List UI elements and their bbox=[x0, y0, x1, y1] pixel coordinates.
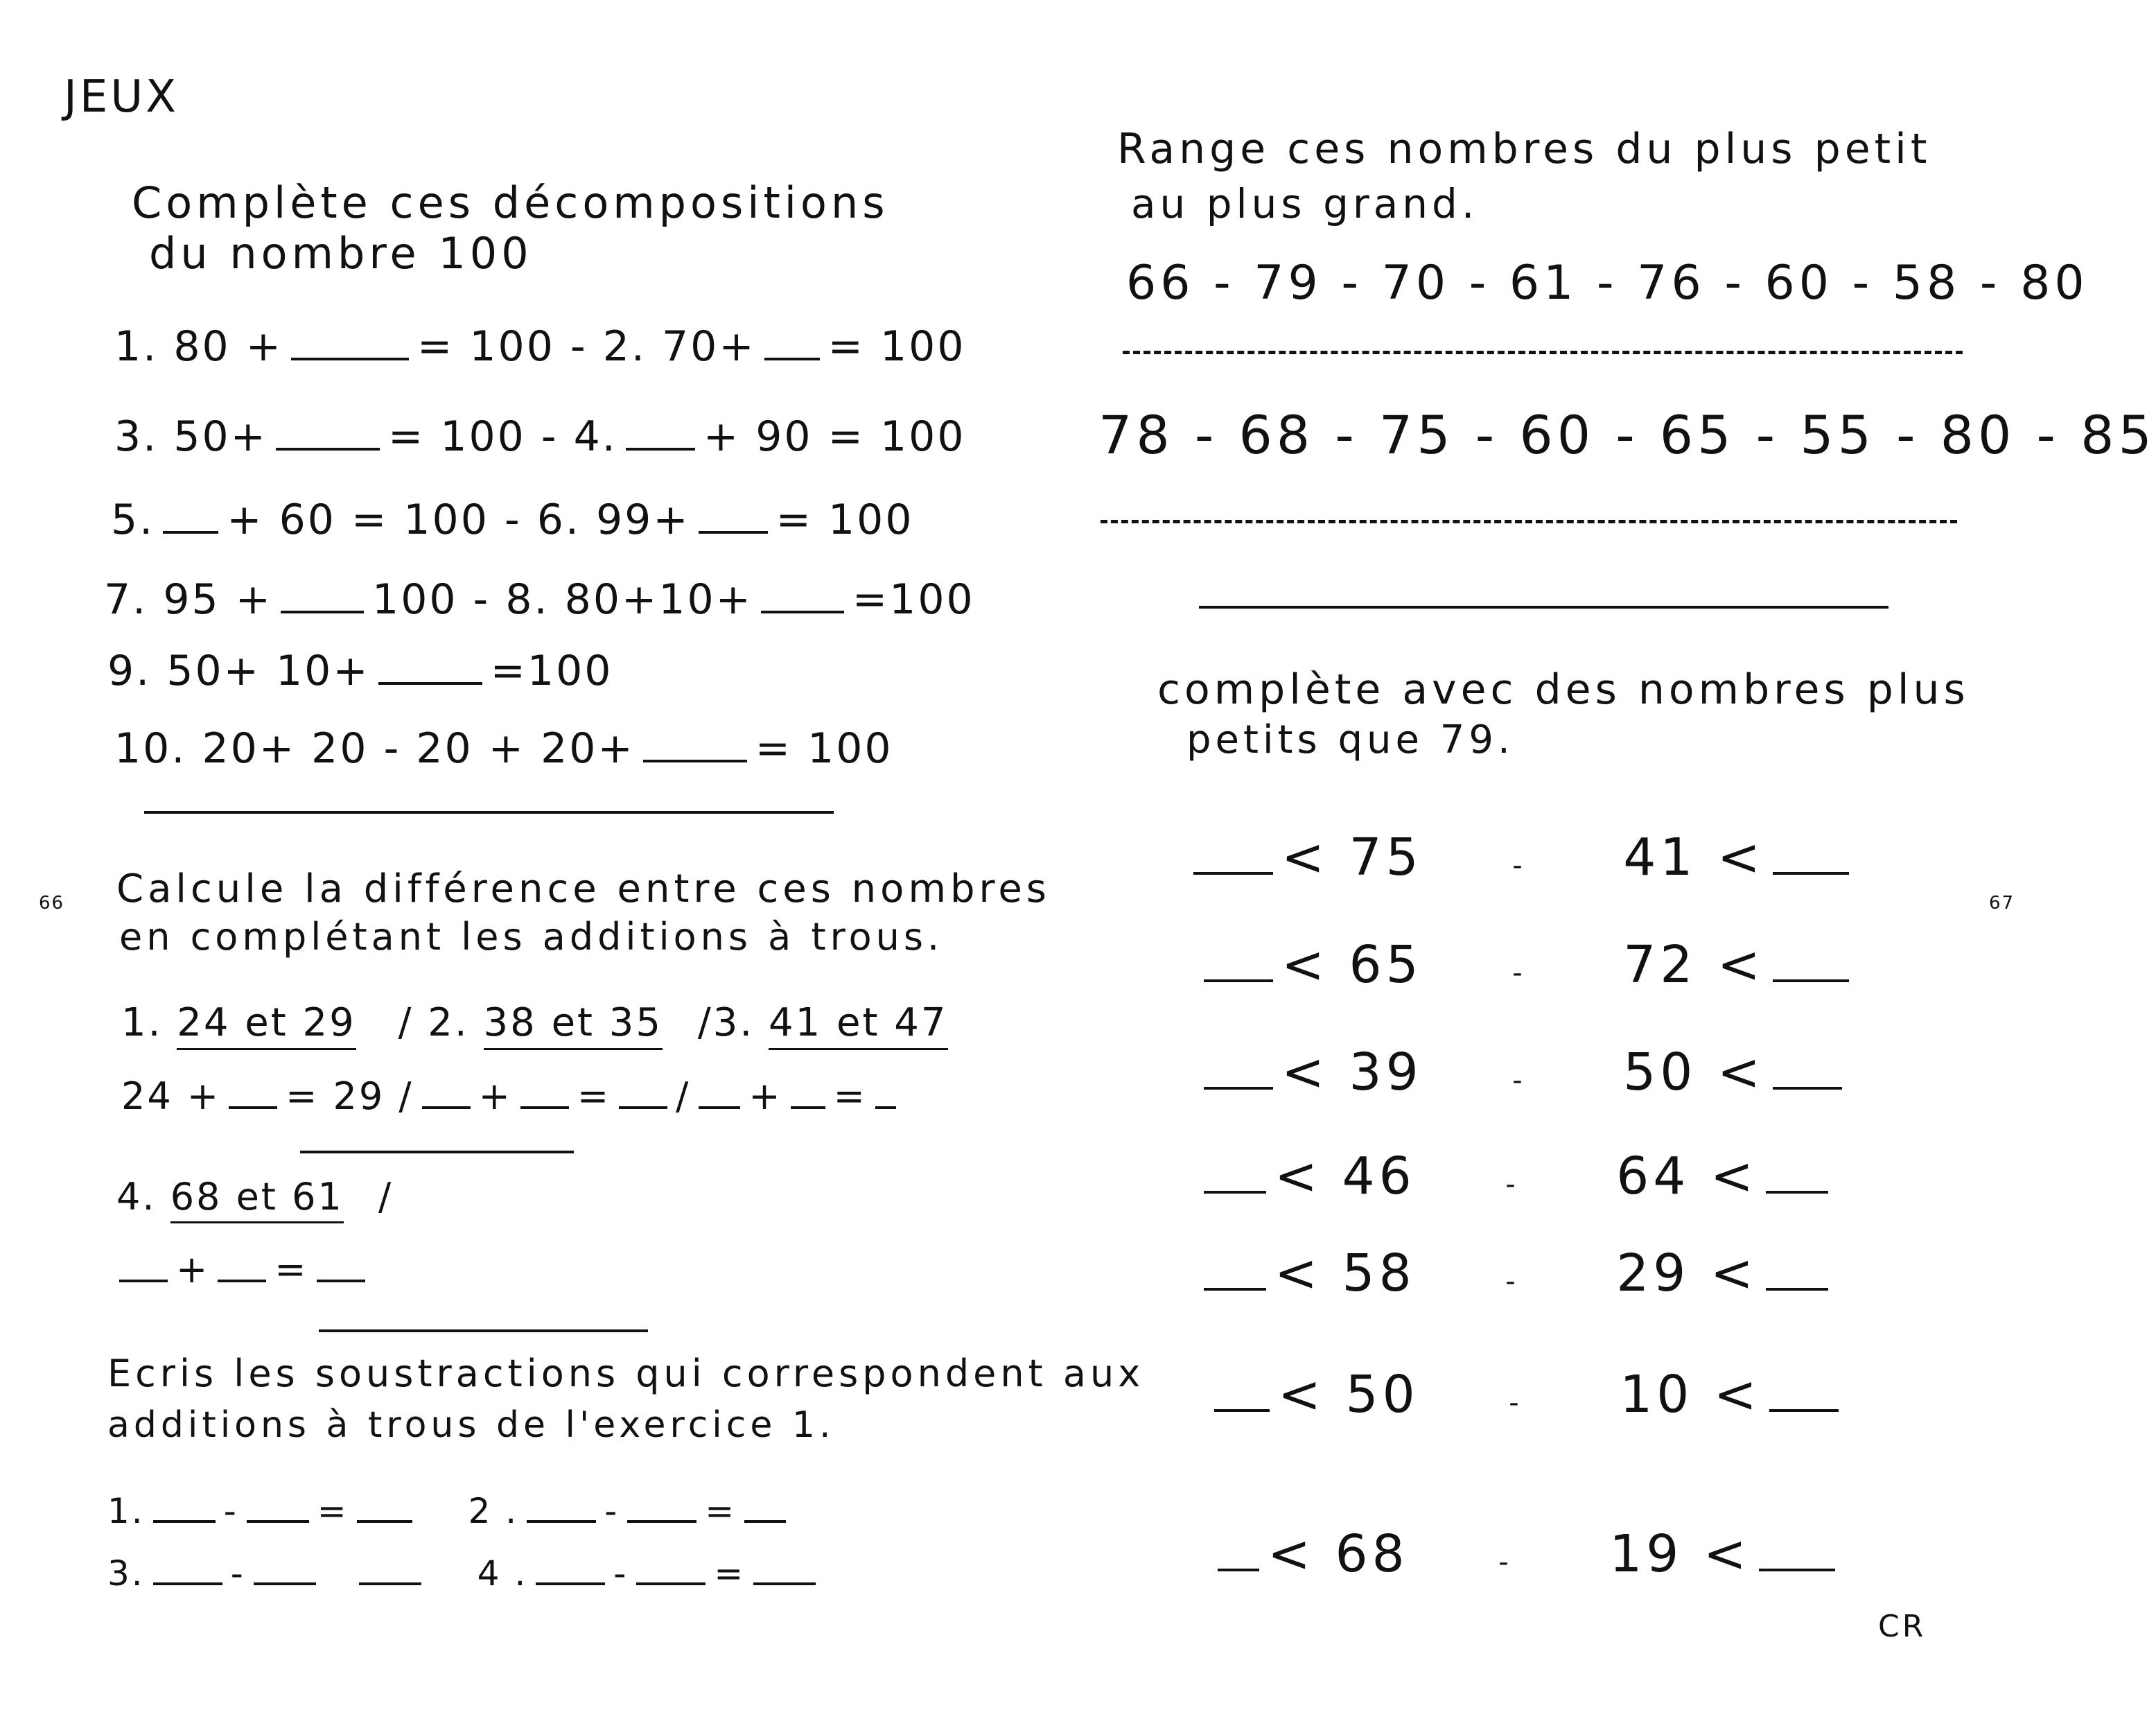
comparison-row bbox=[1209, 1524, 1843, 1584]
instruction: Complète ces décompositions bbox=[132, 177, 889, 228]
equation-row bbox=[114, 724, 893, 773]
equation-text: 8. 80+10+ bbox=[505, 575, 753, 624]
comparison-right: 41 < bbox=[1623, 828, 1764, 887]
equation-text: 9. 50+ 10+ bbox=[107, 647, 370, 695]
equation-text: 100 - bbox=[372, 575, 491, 624]
number-sequence: 78 - 68 - 75 - 60 - 65 - 55 - 80 - 85 bbox=[1098, 404, 2156, 466]
equation-text: = bbox=[705, 1491, 737, 1531]
answer-blank[interactable] bbox=[536, 1582, 605, 1585]
equation-text: / bbox=[676, 1074, 691, 1118]
answer-blank[interactable] bbox=[218, 1279, 266, 1282]
answer-blank[interactable] bbox=[1766, 1287, 1828, 1291]
answer-blank[interactable] bbox=[422, 1106, 471, 1109]
separator: - bbox=[1505, 1169, 1520, 1201]
item-number: 4 . bbox=[477, 1553, 528, 1594]
equation-text: 24 + bbox=[121, 1074, 221, 1118]
answer-blank[interactable] bbox=[1193, 871, 1273, 875]
section-divider bbox=[300, 1151, 574, 1153]
instruction: Ecris les soustractions qui correspondent aux bbox=[107, 1352, 1145, 1395]
subtraction-row bbox=[107, 1553, 824, 1594]
equation-row bbox=[114, 412, 966, 461]
answer-blank[interactable] bbox=[357, 1519, 412, 1523]
comparison-right: 19 < bbox=[1609, 1524, 1751, 1584]
equation-text: + bbox=[478, 1074, 512, 1118]
separator: - bbox=[1505, 1266, 1520, 1298]
item-number: 2 . bbox=[468, 1491, 519, 1531]
answer-blank[interactable] bbox=[1759, 1568, 1835, 1571]
comparison-left: < 46 bbox=[1274, 1146, 1416, 1206]
addition-row bbox=[111, 1248, 374, 1291]
section-divider bbox=[144, 811, 834, 814]
answer-blank[interactable] bbox=[359, 1582, 421, 1585]
number-pairs-row bbox=[121, 1000, 948, 1045]
instruction: petits que 79. bbox=[1186, 717, 1514, 762]
page-number-left: 66 bbox=[39, 893, 65, 914]
answer-blank[interactable] bbox=[254, 1582, 316, 1585]
equation-text: = 100 bbox=[827, 322, 966, 371]
answer-blank[interactable] bbox=[1214, 1408, 1270, 1412]
equation-row bbox=[114, 322, 966, 371]
answer-blank[interactable] bbox=[229, 1106, 277, 1109]
answer-blank[interactable] bbox=[875, 1106, 896, 1109]
number-pair: 38 et 35 bbox=[484, 1000, 663, 1050]
answer-blank[interactable] bbox=[317, 1279, 365, 1282]
answer-blank[interactable] bbox=[761, 610, 844, 613]
instruction: au plus grand. bbox=[1131, 180, 1479, 227]
answer-blank[interactable] bbox=[626, 447, 695, 451]
comparison-left: < 68 bbox=[1268, 1524, 1409, 1584]
item-number: /3. bbox=[697, 1000, 755, 1045]
answer-blank[interactable] bbox=[163, 530, 218, 534]
answer-blank[interactable] bbox=[744, 1519, 786, 1523]
answer-blank[interactable] bbox=[276, 447, 380, 451]
comparison-left: < 50 bbox=[1278, 1365, 1419, 1424]
answer-blank[interactable] bbox=[1204, 1086, 1273, 1090]
equation-text: + bbox=[748, 1074, 782, 1118]
instruction: complète avec des nombres plus bbox=[1157, 665, 1970, 714]
equation-text: = 100 - bbox=[387, 412, 559, 461]
item-number: 1. bbox=[107, 1491, 145, 1531]
equation-text: 6. 99+ bbox=[536, 496, 690, 544]
separator: - bbox=[1509, 1387, 1523, 1419]
separator: - bbox=[1512, 957, 1527, 989]
comparison-row bbox=[1185, 828, 1857, 887]
comparison-left: < 39 bbox=[1281, 1042, 1423, 1102]
separator: - bbox=[1512, 1065, 1527, 1097]
equation-text: = bbox=[317, 1491, 349, 1531]
section-divider bbox=[319, 1329, 648, 1332]
answer-blank[interactable] bbox=[619, 1106, 667, 1109]
equation-text: 4. bbox=[573, 412, 617, 461]
separator: / bbox=[378, 1175, 394, 1219]
page-number-right: 67 bbox=[1989, 893, 2015, 914]
number-pair: 68 et 61 bbox=[170, 1175, 344, 1223]
instruction: additions à trous de l'exercice 1. bbox=[107, 1404, 835, 1446]
number-pair: 24 et 29 bbox=[177, 1000, 356, 1050]
equation-row bbox=[104, 575, 975, 624]
answer-blank[interactable] bbox=[1766, 1190, 1828, 1194]
answer-blank[interactable] bbox=[247, 1519, 309, 1523]
page-title: JEUX bbox=[64, 71, 179, 123]
addition-row bbox=[121, 1074, 904, 1118]
equation-text: = bbox=[714, 1553, 746, 1594]
answer-blank[interactable] bbox=[1204, 1287, 1266, 1291]
comparison-row bbox=[1206, 1365, 1847, 1424]
equation-row bbox=[111, 496, 914, 544]
answer-blank[interactable] bbox=[764, 357, 820, 360]
item-number: 4. bbox=[116, 1175, 157, 1219]
answer-blank[interactable] bbox=[378, 681, 482, 685]
comparison-row bbox=[1195, 1042, 1850, 1102]
comparison-right: 72 < bbox=[1623, 935, 1764, 995]
equation-text: 7. 95 + bbox=[104, 575, 273, 624]
answer-blank[interactable] bbox=[1773, 979, 1849, 982]
answer-blank[interactable] bbox=[119, 1279, 168, 1282]
equation-text: = bbox=[833, 1074, 867, 1118]
number-sequence: 66 - 79 - 70 - 61 - 76 - 60 - 58 - 80 bbox=[1126, 256, 2089, 311]
answer-blank[interactable] bbox=[699, 1106, 740, 1109]
answer-line[interactable] bbox=[1123, 351, 1963, 354]
signature: CR bbox=[1878, 1609, 1927, 1644]
answer-blank[interactable] bbox=[1773, 871, 1849, 875]
answer-blank[interactable] bbox=[627, 1519, 696, 1523]
instruction: du nombre 100 bbox=[149, 228, 533, 279]
answer-blank[interactable] bbox=[1204, 1190, 1266, 1194]
answer-blank[interactable] bbox=[1769, 1408, 1839, 1412]
section-divider bbox=[1199, 606, 1888, 609]
equation-text: = 100 bbox=[755, 724, 893, 773]
equation-row bbox=[107, 647, 613, 695]
instruction: Range ces nombres du plus petit bbox=[1117, 125, 1931, 173]
answer-blank[interactable] bbox=[1773, 1086, 1842, 1090]
answer-blank[interactable] bbox=[153, 1582, 222, 1585]
equation-text: = 29 / bbox=[286, 1074, 414, 1118]
answer-blank[interactable] bbox=[699, 530, 768, 534]
equation-text: - bbox=[604, 1491, 620, 1531]
instruction: Calcule la différence entre ces nombres bbox=[116, 866, 1051, 911]
equation-text: =100 bbox=[852, 575, 975, 624]
answer-blank[interactable] bbox=[520, 1106, 569, 1109]
answer-blank[interactable] bbox=[527, 1519, 596, 1523]
equation-text: =100 bbox=[490, 647, 613, 695]
answer-blank[interactable] bbox=[791, 1106, 825, 1109]
answer-blank[interactable] bbox=[281, 610, 364, 613]
answer-blank[interactable] bbox=[291, 357, 409, 360]
answer-blank[interactable] bbox=[1204, 979, 1273, 982]
equation-text: - bbox=[613, 1553, 629, 1594]
equation-text: + bbox=[176, 1248, 210, 1291]
comparison-left: < 58 bbox=[1274, 1244, 1416, 1303]
subtraction-row bbox=[107, 1491, 794, 1531]
equation-text: 10. 20+ 20 - 20 + 20+ bbox=[114, 724, 635, 773]
answer-blank[interactable] bbox=[753, 1582, 816, 1585]
item-number: 1. bbox=[121, 1000, 163, 1045]
answer-blank[interactable] bbox=[1218, 1568, 1259, 1571]
comparison-left: < 75 bbox=[1281, 828, 1423, 887]
answer-blank[interactable] bbox=[643, 759, 747, 762]
equation-text: = 100 bbox=[775, 496, 914, 544]
separator: - bbox=[1512, 850, 1527, 882]
equation-text: + 60 = 100 - bbox=[227, 496, 522, 544]
separator: - bbox=[1498, 1546, 1513, 1578]
equation-text: - bbox=[230, 1553, 245, 1594]
equation-text: = bbox=[577, 1074, 611, 1118]
comparison-row bbox=[1195, 935, 1857, 995]
item-number: / 2. bbox=[398, 1000, 469, 1045]
comparison-row bbox=[1195, 1146, 1837, 1206]
comparison-left: < 65 bbox=[1281, 935, 1423, 995]
comparison-row bbox=[1195, 1244, 1837, 1303]
comparison-right: 10 < bbox=[1620, 1365, 1761, 1424]
equation-text: = bbox=[274, 1248, 308, 1291]
equation-text: 1. 80 + bbox=[114, 322, 283, 371]
comparison-right: 64 < bbox=[1616, 1146, 1758, 1206]
number-pairs-row bbox=[116, 1175, 394, 1219]
answer-blank[interactable] bbox=[153, 1519, 216, 1523]
equation-text: 2. 70+ bbox=[602, 322, 756, 371]
answer-line[interactable] bbox=[1101, 520, 1957, 523]
answer-blank[interactable] bbox=[636, 1582, 705, 1585]
comparison-right: 50 < bbox=[1623, 1042, 1764, 1102]
equation-text: + 90 = 100 bbox=[703, 412, 966, 461]
item-number: 3. bbox=[107, 1553, 145, 1594]
equation-text: 3. 50+ bbox=[114, 412, 268, 461]
instruction: en complétant les additions à trous. bbox=[119, 915, 944, 959]
equation-text: 5. bbox=[111, 496, 155, 544]
equation-text: - bbox=[223, 1491, 238, 1531]
number-pair: 41 et 47 bbox=[769, 1000, 948, 1050]
comparison-right: 29 < bbox=[1616, 1244, 1758, 1303]
equation-text: = 100 - bbox=[417, 322, 588, 371]
